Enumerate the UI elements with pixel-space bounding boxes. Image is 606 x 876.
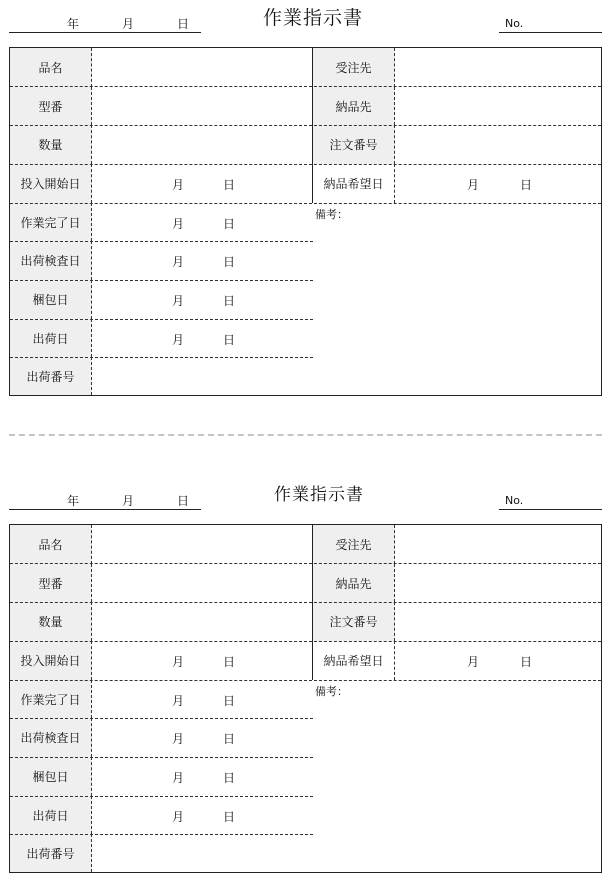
page-title: 作業指示書 <box>274 485 364 505</box>
day-label: 日 <box>223 255 236 269</box>
inspection-date-field[interactable] <box>92 241 313 280</box>
model-number-field[interactable] <box>92 87 313 125</box>
day-label: 日 <box>223 333 236 347</box>
delivery-destination-field[interactable] <box>395 87 601 125</box>
month-label: 月 <box>172 333 185 347</box>
label-quantity: 数量 <box>10 125 92 164</box>
remarks-label: 備考： <box>315 208 348 221</box>
label-order-number: 注文番号 <box>313 602 395 641</box>
year-label: 年 <box>67 17 80 31</box>
label-customer: 受注先 <box>313 48 395 87</box>
label-order-number: 注文番号 <box>313 125 395 164</box>
customer-field[interactable] <box>395 525 601 564</box>
day-label: 日 <box>223 694 236 708</box>
day-label: 日 <box>223 732 236 746</box>
day-label: 日 <box>223 178 236 192</box>
row-separator <box>10 86 601 87</box>
label-completion-date: 作業完了日 <box>10 203 92 241</box>
order-table <box>9 524 602 873</box>
label-shipment-number: 出荷番号 <box>10 357 92 395</box>
row-separator <box>10 164 601 165</box>
order-number-field[interactable] <box>395 125 601 164</box>
day-label: 日 <box>223 771 236 785</box>
day-label: 日 <box>520 655 533 669</box>
day-label: 日 <box>520 178 533 192</box>
inspection-date-field[interactable] <box>92 718 313 757</box>
number-field[interactable] <box>499 11 602 33</box>
product-name-field[interactable] <box>92 48 313 87</box>
issue-date-field[interactable] <box>9 488 201 510</box>
number-label: No. <box>505 17 524 30</box>
row-separator <box>10 641 601 642</box>
month-label: 月 <box>467 655 480 669</box>
completion-date-field[interactable] <box>92 680 313 718</box>
row-separator <box>10 280 313 281</box>
day-label: 日 <box>223 294 236 308</box>
row-separator <box>10 834 313 835</box>
label-customer: 受注先 <box>313 525 395 564</box>
row-separator <box>10 357 313 358</box>
start-date-field[interactable] <box>92 641 313 680</box>
month-label: 月 <box>172 294 185 308</box>
row-separator <box>10 125 601 126</box>
label-start-date: 投入開始日 <box>10 641 92 680</box>
month-label: 月 <box>172 810 185 824</box>
month-label: 月 <box>172 655 185 669</box>
quantity-field[interactable] <box>92 602 313 641</box>
row-separator <box>10 602 601 603</box>
shipment-number-field[interactable] <box>92 834 601 872</box>
packing-date-field[interactable] <box>92 280 313 319</box>
month-label: 月 <box>122 17 135 31</box>
shipping-date-field[interactable] <box>92 796 313 834</box>
start-date-field[interactable] <box>92 164 313 203</box>
label-inspection-date: 出荷検査日 <box>10 241 92 280</box>
label-product-name: 品名 <box>10 48 92 87</box>
order-table <box>9 47 602 396</box>
number-label: No. <box>505 494 524 507</box>
label-inspection-date: 出荷検査日 <box>10 718 92 757</box>
row-separator <box>10 319 313 320</box>
label-shipment-number: 出荷番号 <box>10 834 92 872</box>
cut-line <box>9 434 602 436</box>
requested-delivery-date-field[interactable] <box>395 641 601 680</box>
row-separator <box>10 241 313 242</box>
quantity-field[interactable] <box>92 125 313 164</box>
month-label: 月 <box>172 217 185 231</box>
label-shipping-date: 出荷日 <box>10 319 92 357</box>
label-delivery-destination: 納品先 <box>313 564 395 602</box>
order-number-field[interactable] <box>395 602 601 641</box>
row-separator <box>10 680 601 681</box>
row-separator <box>10 563 601 564</box>
row-separator <box>10 718 313 719</box>
label-shipping-date: 出荷日 <box>10 796 92 834</box>
requested-delivery-date-field[interactable] <box>395 164 601 203</box>
page-title: 作業指示書 <box>262 7 363 29</box>
label-model-number: 型番 <box>10 87 92 125</box>
delivery-destination-field[interactable] <box>395 564 601 602</box>
month-label: 月 <box>172 178 185 192</box>
row-separator <box>10 203 601 204</box>
day-label: 日 <box>177 17 190 31</box>
label-packing-date: 梱包日 <box>10 280 92 319</box>
day-label: 日 <box>177 494 190 508</box>
day-label: 日 <box>223 217 236 231</box>
month-label: 月 <box>467 178 480 192</box>
month-label: 月 <box>172 255 185 269</box>
label-completion-date: 作業完了日 <box>10 680 92 718</box>
product-name-field[interactable] <box>92 525 313 564</box>
remarks-field[interactable] <box>313 203 601 357</box>
row-separator <box>10 796 313 797</box>
label-delivery-destination: 納品先 <box>313 87 395 125</box>
label-requested-delivery-date: 納品希望日 <box>313 164 395 203</box>
remarks-field[interactable] <box>313 680 601 834</box>
month-label: 月 <box>172 771 185 785</box>
year-label: 年 <box>67 494 80 508</box>
label-product-name: 品名 <box>10 525 92 564</box>
day-label: 日 <box>223 655 236 669</box>
shipping-date-field[interactable] <box>92 319 313 357</box>
customer-field[interactable] <box>395 48 601 87</box>
month-label: 月 <box>122 494 135 508</box>
month-label: 月 <box>172 732 185 746</box>
completion-date-field[interactable] <box>92 203 313 241</box>
number-field[interactable] <box>499 488 602 510</box>
model-number-field[interactable] <box>92 564 313 602</box>
label-packing-date: 梱包日 <box>10 757 92 796</box>
label-model-number: 型番 <box>10 564 92 602</box>
shipment-number-field[interactable] <box>92 357 601 395</box>
packing-date-field[interactable] <box>92 757 313 796</box>
label-start-date: 投入開始日 <box>10 164 92 203</box>
label-requested-delivery-date: 納品希望日 <box>313 641 395 680</box>
row-separator <box>10 757 313 758</box>
remarks-label: 備考： <box>315 685 348 698</box>
day-label: 日 <box>223 810 236 824</box>
month-label: 月 <box>172 694 185 708</box>
issue-date-field[interactable] <box>9 11 201 33</box>
label-quantity: 数量 <box>10 602 92 641</box>
